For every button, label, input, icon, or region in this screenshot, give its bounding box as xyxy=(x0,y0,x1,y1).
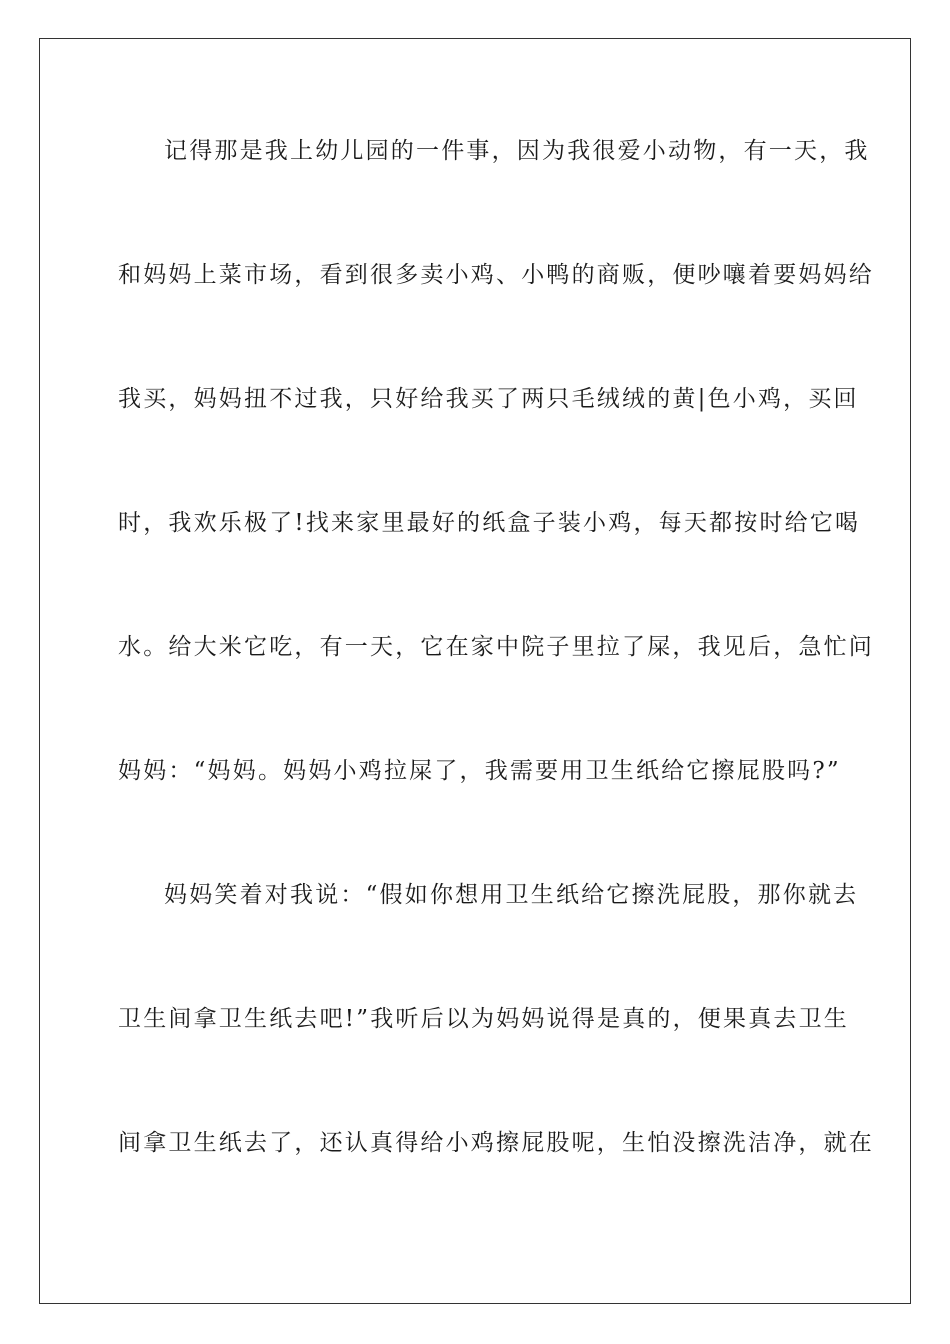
paragraph-1-line-6: 妈妈：“妈妈。妈妈小鸡拉屎了，我需要用卫生纸给它擦屁股吗?” xyxy=(118,758,841,784)
paragraph-1-line-3: 我买，妈妈扭不过我，只好给我买了两只毛绒绒的黄|色小鸡，买回 xyxy=(118,386,859,412)
paragraph-1-line-4: 时，我欢乐极了!找来家里最好的纸盒子装小鸡，每天都按时给它喝 xyxy=(118,510,861,536)
paragraph-2-line-3: 间拿卫生纸去了，还认真得给小鸡擦屁股呢，生怕没擦洗洁净，就在 xyxy=(118,1130,874,1156)
paragraph-1-line-1: 记得那是我上幼儿园的一件事，因为我很爱小动物，有一天，我 xyxy=(164,138,870,164)
paragraph-1-line-2: 和妈妈上菜市场，看到很多卖小鸡、小鸭的商贩，便吵嚷着要妈妈给 xyxy=(118,262,874,288)
paragraph-1-line-5: 水。给大米它吃，有一天，它在家中院子里拉了屎，我见后，急忙问 xyxy=(118,634,874,660)
paragraph-2-line-1: 妈妈笑着对我说：“假如你想用卫生纸给它擦洗屁股，那你就去 xyxy=(164,882,859,908)
paragraph-2-line-2: 卫生间拿卫生纸去吧!”我听后以为妈妈说得是真的，便果真去卫生 xyxy=(118,1006,850,1032)
page-border xyxy=(39,38,911,1304)
